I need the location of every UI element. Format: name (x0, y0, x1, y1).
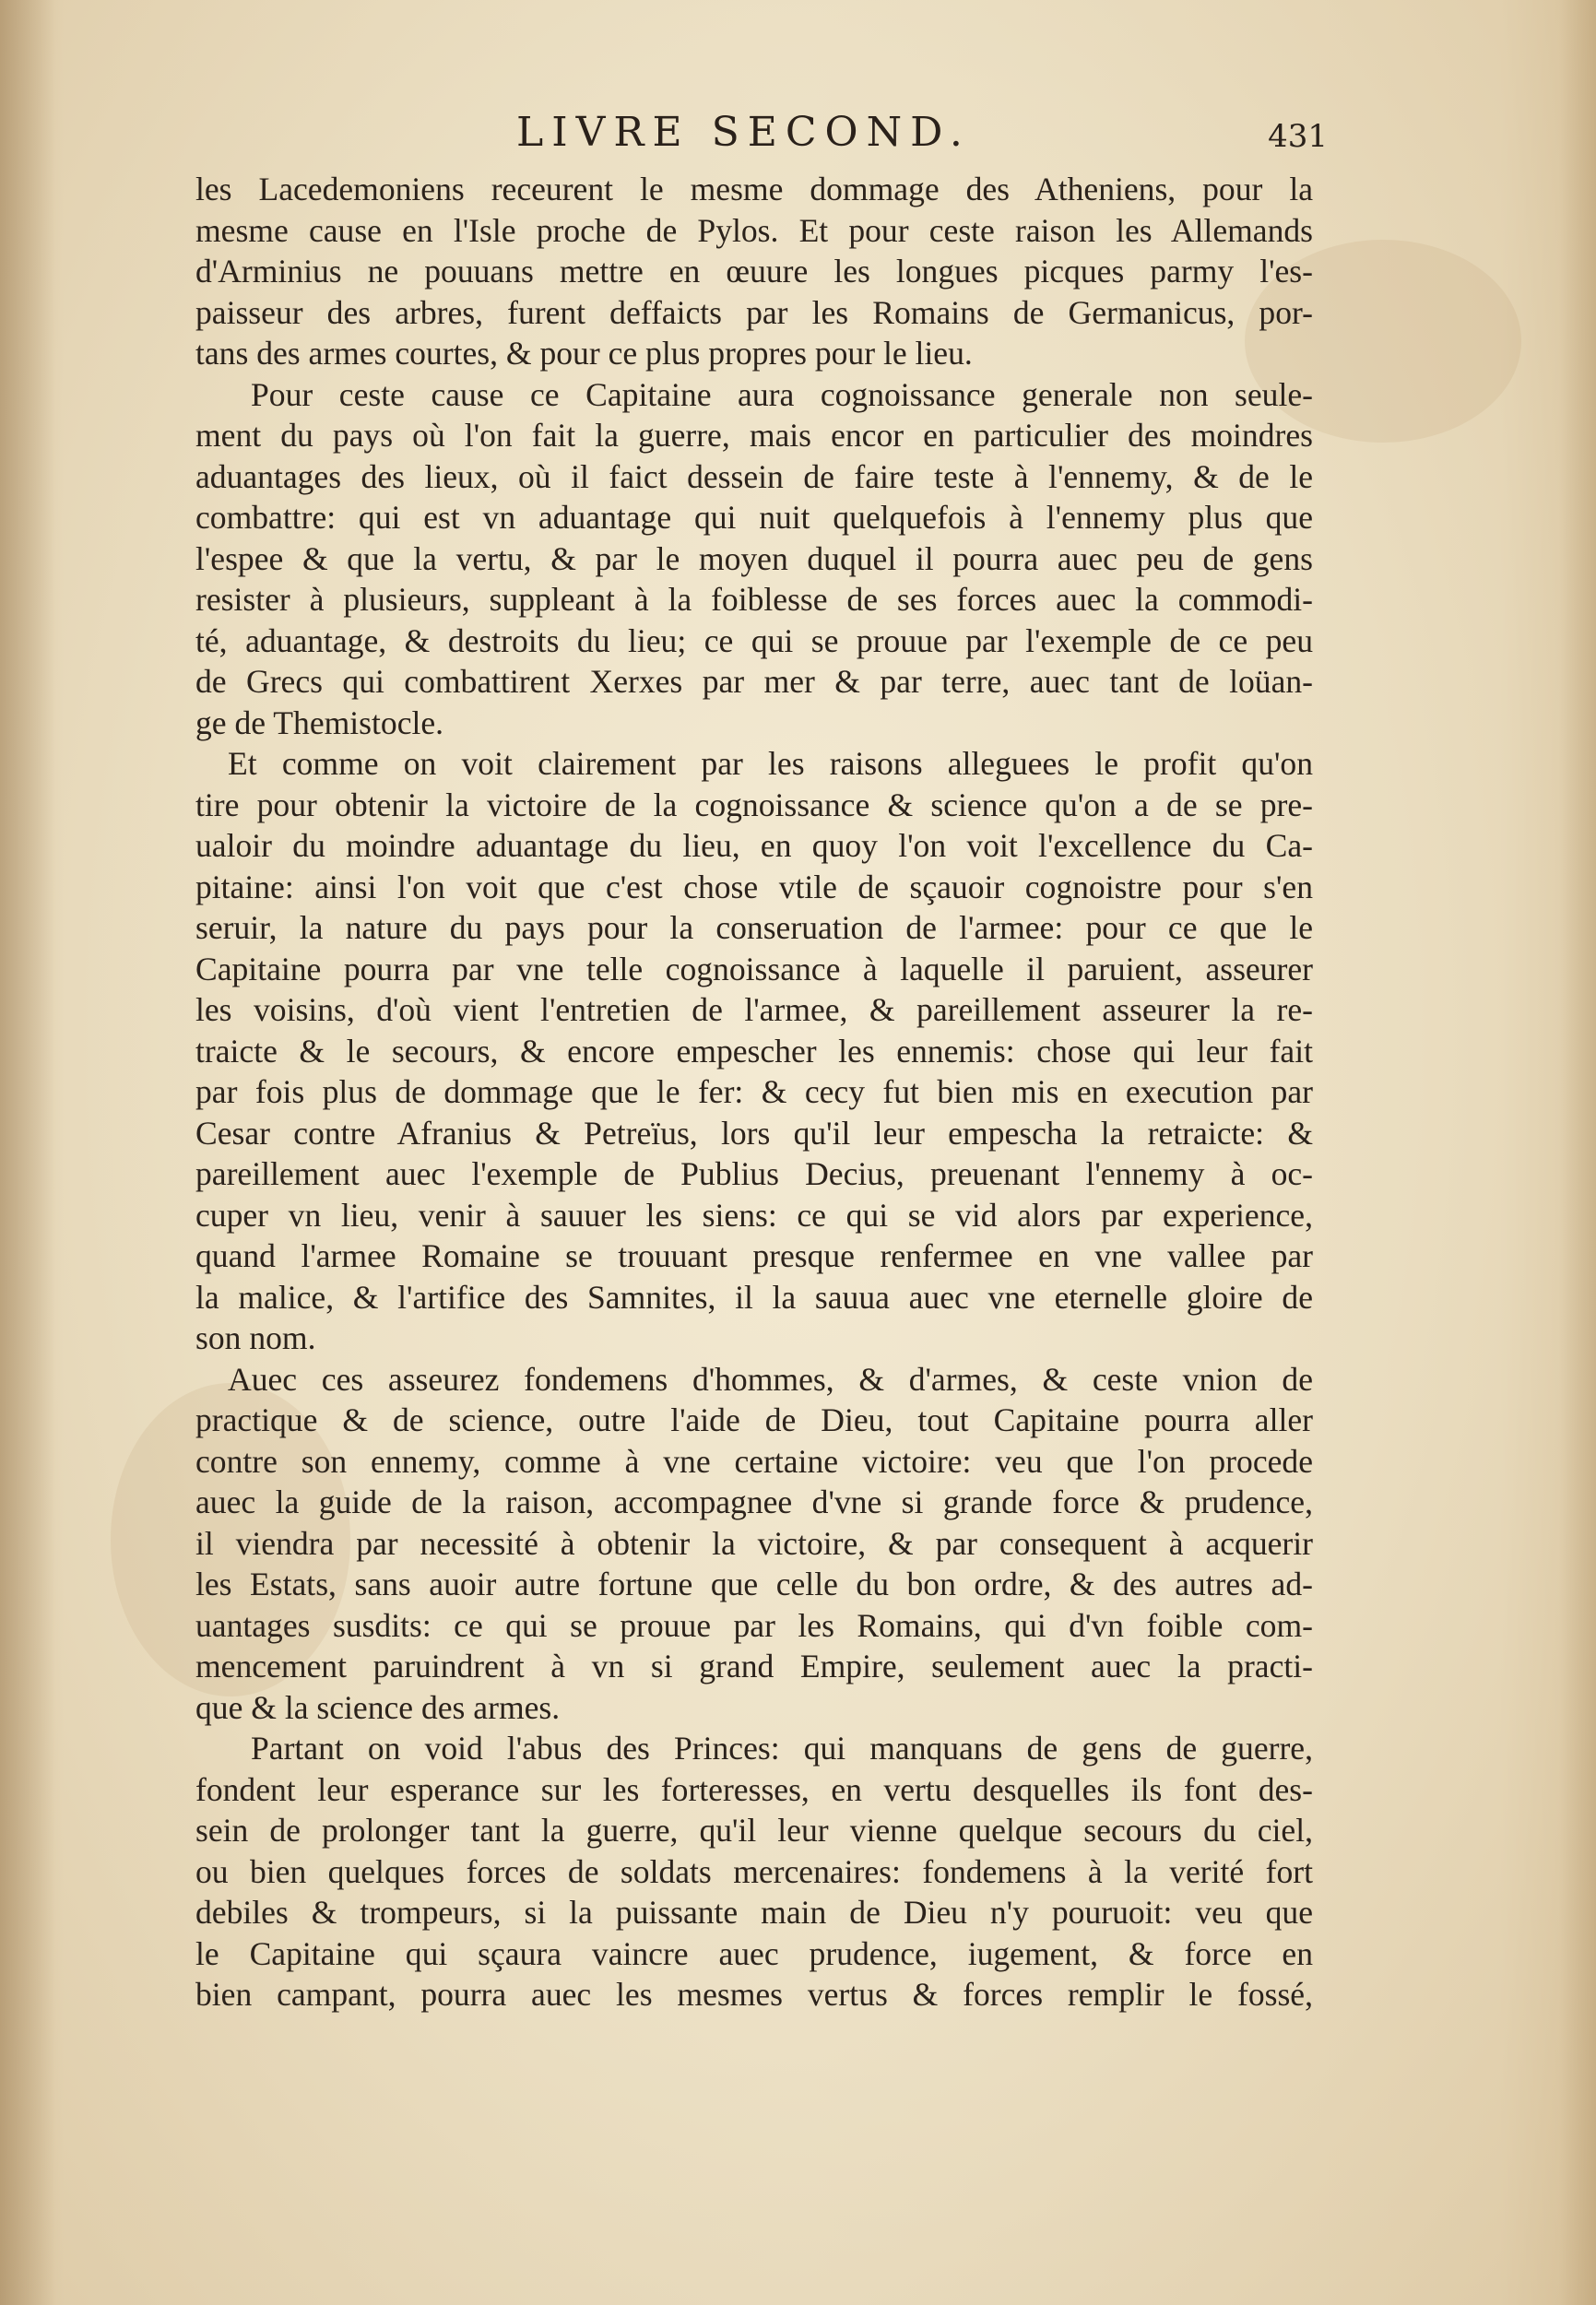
text-line: Capitaine pourra par vne telle cognoissance à laquelle il paruient, asseurer (195, 950, 1313, 987)
text-line: les voisins, d'où vient l'entretien de l'armee, & pareillement asseurer la re- (195, 991, 1313, 1028)
text-line: les Lacedemoniens receurent le mesme dommage des Atheniens, pour la (195, 171, 1313, 207)
text-line: d'Arminius ne pouuans mettre en œuure les longues picques parmy l'es- (195, 253, 1313, 290)
text-line: il viendra par necessité à obtenir la victoire, & par consequent à acquerir (195, 1524, 1313, 1562)
text-line: pareillement auec l'exemple de Publius Decius, preuenant l'ennemy à oc- (195, 1155, 1313, 1192)
text-line: debiles & trompeurs, si la puissante main de Dieu n'y pouruoit: veu que (195, 1894, 1313, 1931)
text-line: quand l'armee Romaine se trouuant presque renfermee en vne vallee par (195, 1237, 1313, 1274)
text-line: uantages susdits: ce qui se prouue par les Romains, qui d'vn foible com- (195, 1606, 1313, 1644)
text-line: paisseur des arbres, furent deffaicts par les Romains de Germanicus, por- (195, 293, 1313, 331)
text-line: practique & de science, outre l'aide de Dieu, tout Capitaine pourra aller (195, 1401, 1313, 1438)
text-line: pitaine: ainsi l'on voit que c'est chose vtile de sçauoir cognoistre pour s'en (195, 868, 1313, 905)
spine-shadow (0, 0, 55, 2305)
page-number: 431 (1268, 118, 1328, 155)
text-line: té, aduantage, & destroits du lieu; ce qui se prouue par l'exemple de ce peu (195, 621, 1313, 659)
text-line: tire pour obtenir la victoire de la cognoissance & science qu'on a de se pre- (195, 786, 1313, 823)
body-text (195, 169, 1313, 2015)
text-line: resister à plusieurs, suppleant à la foiblesse de ses forces auec la commodi- (195, 581, 1313, 618)
text-line: aduantages des lieux, où il faict dessein de faire teste à l'ennemy, & de le (195, 457, 1313, 495)
text-line: que & la science des armes. (195, 1688, 561, 1726)
text-line: Auec ces asseurez fondemens d'hommes, & d'armes, & ceste vnion de (228, 1360, 1313, 1398)
page-header (194, 109, 1328, 164)
text-line: auec la guide de la raison, accompagnee d'vne si grande force & prudence, (195, 1483, 1313, 1520)
text-line: seruir, la nature du pays pour la conseruation de l'armee: pour ce que le (195, 909, 1313, 946)
text-line: par fois plus de dommage que le fer: & cecy fut bien mis en execution par (195, 1073, 1313, 1110)
text-line: Pour ceste cause ce Capitaine aura cognoissance generale non seule- (251, 375, 1313, 413)
running-title: LIVRE SECOND. (516, 109, 971, 156)
text-line: ge de Themistocle. (195, 703, 444, 741)
text-line: Et comme on voit clairement par les raisons alleguees le profit qu'on (228, 745, 1313, 782)
text-line: Partant on void l'abus des Princes: qui manquans de gens de guerre, (251, 1730, 1313, 1767)
text-line: Cesar contre Afranius & Petreïus, lors qu'il leur empescha la retraicte: & (195, 1114, 1313, 1152)
text-line: cuper vn lieu, venir à sauuer les siens: ce qui se vid alors par experience, (195, 1196, 1313, 1234)
text-line: mesme cause en l'Isle proche de Pylos. Et pour ceste raison les Allemands (195, 211, 1313, 249)
text-line: bien campant, pourra auec les mesmes vertus & forces remplir le fossé, (195, 1976, 1313, 2013)
text-line: les Estats, sans auoir autre fortune que celle du bon ordre, & des autres ad- (195, 1566, 1313, 1602)
text-line: le Capitaine qui sçaura vaincre auec prudence, iugement, & force en (195, 1934, 1313, 1972)
text-line: tans des armes courtes, & pour ce plus propres pour le lieu. (195, 335, 973, 372)
text-line: traicte & le secours, & encore empescher les ennemis: chose qui leur fait (195, 1032, 1313, 1070)
text-line: combattre: qui est vn aduantage qui nuit quelquefois à l'ennemy plus que (195, 499, 1313, 536)
text-line: de Grecs qui combattirent Xerxes par mer & par terre, auec tant de loüan- (195, 663, 1313, 700)
text-line: mencement paruindrent à vn si grand Empire, seulement auec la practi- (195, 1648, 1313, 1684)
text-line: l'espee & que la vertu, & par le moyen duquel il pourra auec peu de gens (195, 539, 1313, 577)
text-line: fondent leur esperance sur les forteresses, en vertu desquelles ils font des- (195, 1770, 1313, 1808)
text-line: la malice, & l'artifice des Samnites, il la sauua auec vne eternelle gloire de (195, 1278, 1313, 1316)
text-line: ment du pays où l'on fait la guerre, mais encor en particulier des moindres (195, 417, 1313, 454)
text-line: contre son ennemy, comme à vne certaine victoire: veu que l'on procede (195, 1442, 1313, 1480)
text-line: ualoir du moindre aduantage du lieu, en quoy l'on voit l'excellence du Ca- (195, 827, 1313, 864)
page-edge (1559, 0, 1596, 2305)
text-line: sein de prolonger tant la guerre, qu'il leur vienne quelque secours du ciel, (195, 1812, 1313, 1849)
text-line: ou bien quelques forces de soldats mercenaires: fondemens à la verité fort (195, 1852, 1313, 1890)
text-line: son nom. (195, 1319, 316, 1356)
